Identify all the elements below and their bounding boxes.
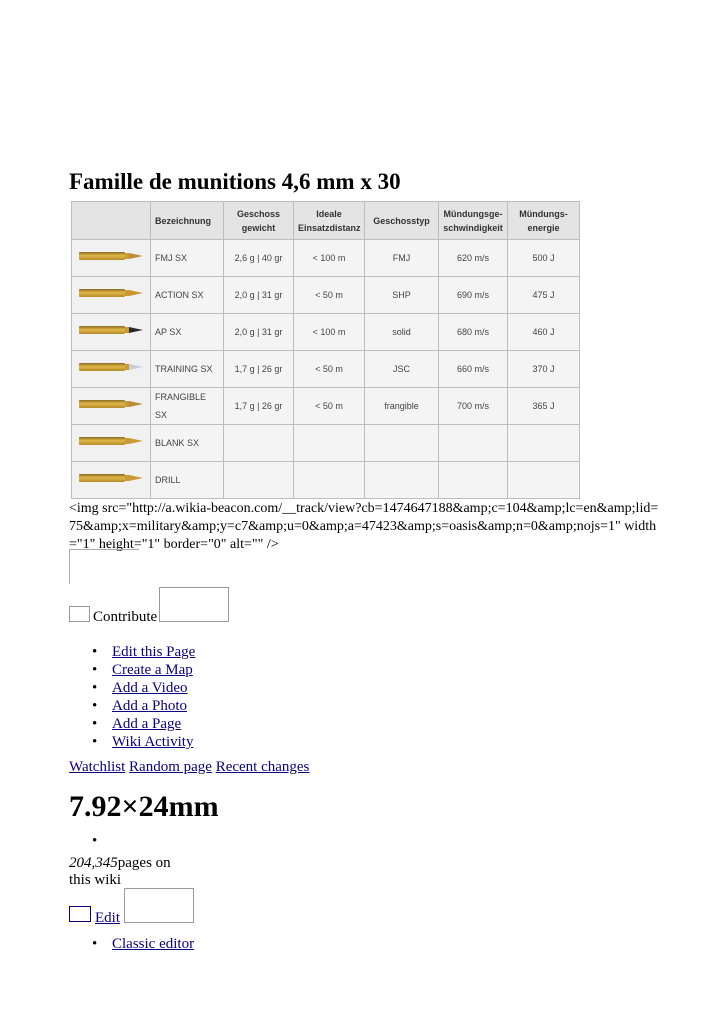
tracking-pixel-text: <img src="http://a.wikia-beacon.com/__track/view?cb=1474647188&amp;c=104&amp;lc=en&amp;lid=75&amp;x=military&amp;y=c7&amp;u=0&amp;a=47423&amp;s=oasis&amp;n=0&amp;nojs=1" width="1" height="1" border="0" alt="" />: [69, 501, 659, 552]
cell-energy: 475 J: [508, 277, 580, 314]
cell-type: JSC: [365, 351, 439, 388]
cartridge-icon: [79, 288, 143, 298]
header-distance: Ideale Einsatzdistanz: [294, 202, 365, 240]
cartridge-icon: [79, 362, 143, 372]
header-weight: Geschoss gewicht: [224, 202, 294, 240]
menu-item-edit-page: [69, 643, 195, 661]
recent-changes-link[interactable]: Recent changes: [215, 759, 310, 775]
tracking-pixel-placeholder: [69, 549, 139, 584]
header-type: Geschosstyp: [365, 202, 439, 240]
contribute-icon: [69, 606, 90, 622]
cell-energy: 500 J: [508, 240, 580, 277]
cell-velocity: 620 m/s: [439, 240, 508, 277]
add-page-link[interactable]: Add a Page: [112, 716, 182, 732]
cartridge-image-cell: [72, 351, 151, 388]
wiki-activity-link[interactable]: Wiki Activity: [112, 734, 194, 750]
header-image: [72, 202, 151, 240]
cell-velocity: 660 m/s: [439, 351, 508, 388]
cell-energy: 370 J: [508, 351, 580, 388]
menu-item-classic-editor: [69, 935, 194, 953]
cell-designation: BLANK SX: [151, 425, 224, 462]
cell-weight: 1,7 g | 26 gr: [224, 388, 294, 425]
edit-icon[interactable]: [69, 906, 91, 922]
edit-menu: [69, 935, 194, 953]
empty-bullet-list: [69, 832, 112, 850]
cell-energy: [508, 425, 580, 462]
table-row: [72, 425, 580, 462]
cell-distance: < 50 m: [294, 351, 365, 388]
page-title: 7.92×24mm: [69, 790, 219, 823]
cell-type: frangible: [365, 388, 439, 425]
cell-type: solid: [365, 314, 439, 351]
cell-velocity: 680 m/s: [439, 314, 508, 351]
cell-weight: 2,6 g | 40 gr: [224, 240, 294, 277]
cell-weight: 1,7 g | 26 gr: [224, 351, 294, 388]
cartridge-icon: [79, 399, 143, 409]
create-map-link[interactable]: Create a Map: [112, 662, 193, 678]
cell-designation: DRILL: [151, 462, 224, 499]
cell-type: [365, 462, 439, 499]
contribute-button[interactable]: Contribute: [93, 609, 158, 625]
table-row: [72, 277, 580, 314]
cell-designation: TRAINING SX: [151, 351, 224, 388]
ammo-table: [71, 201, 579, 495]
cell-energy: 365 J: [508, 388, 580, 425]
empty-bullet-item: [69, 832, 112, 850]
cell-type: FMJ: [365, 240, 439, 277]
edit-image-placeholder: [124, 888, 194, 923]
cell-weight: 2,0 g | 31 gr: [224, 314, 294, 351]
cell-weight: [224, 425, 294, 462]
header-velocity: Mündungsge- schwindigkeit: [439, 202, 508, 240]
cell-designation: FRANGIBLE SX: [151, 388, 224, 425]
cell-distance: [294, 462, 365, 499]
cartridge-image-cell: [72, 425, 151, 462]
menu-item-add-photo: [69, 697, 195, 715]
contribute-image-placeholder: [159, 587, 229, 622]
cartridge-image-cell: [72, 314, 151, 351]
cell-velocity: [439, 425, 508, 462]
menu-item-create-map: [69, 661, 195, 679]
cell-distance: < 100 m: [294, 314, 365, 351]
menu-item-add-video: [69, 679, 195, 697]
cell-distance: [294, 425, 365, 462]
cartridge-image-cell: [72, 388, 151, 425]
table-row: [72, 462, 580, 499]
section-title: Famille de munitions 4,6 mm x 30: [69, 169, 401, 194]
add-video-link[interactable]: Add a Video: [112, 680, 188, 696]
contribute-menu: [69, 643, 195, 751]
cell-designation: ACTION SX: [151, 277, 224, 314]
table-row: [72, 240, 580, 277]
menu-item-add-page: [69, 715, 195, 733]
pages-count-number: 204,345: [69, 855, 118, 871]
ammo-header-row: [72, 202, 580, 240]
cell-type: SHP: [365, 277, 439, 314]
add-photo-link[interactable]: Add a Photo: [112, 698, 187, 714]
cell-weight: 2,0 g | 31 gr: [224, 277, 294, 314]
cell-velocity: 690 m/s: [439, 277, 508, 314]
cell-velocity: 700 m/s: [439, 388, 508, 425]
cartridge-image-cell: [72, 240, 151, 277]
cell-energy: 460 J: [508, 314, 580, 351]
edit-button[interactable]: Edit: [95, 910, 120, 926]
cell-distance: < 50 m: [294, 277, 365, 314]
table-row: [72, 351, 580, 388]
cell-type: [365, 425, 439, 462]
edit-this-page-link[interactable]: Edit this Page: [112, 644, 196, 660]
header-designation: Bezeichnung: [151, 202, 224, 240]
cartridge-icon: [79, 325, 143, 335]
bottom-links: [69, 758, 309, 776]
table-row: [72, 314, 580, 351]
ammo-table-body: [72, 240, 580, 499]
cell-weight: [224, 462, 294, 499]
cell-designation: FMJ SX: [151, 240, 224, 277]
cartridge-image-cell: [72, 277, 151, 314]
classic-editor-link[interactable]: Classic editor: [112, 936, 195, 952]
cartridge-icon: [79, 436, 143, 446]
random-page-link[interactable]: Random page: [129, 759, 212, 775]
menu-item-wiki-activity: [69, 733, 195, 751]
pages-count-label: pages on this wiki: [69, 855, 171, 888]
wiki-page-count: [69, 855, 179, 889]
ammo-data-table: [71, 201, 580, 499]
watchlist-link[interactable]: Watchlist: [69, 759, 126, 775]
cell-designation: AP SX: [151, 314, 224, 351]
cartridge-icon: [79, 251, 143, 261]
cell-velocity: [439, 462, 508, 499]
cartridge-icon: [79, 473, 143, 483]
table-row: [72, 388, 580, 425]
cell-distance: < 50 m: [294, 388, 365, 425]
cell-distance: < 100 m: [294, 240, 365, 277]
header-energy: Mündungs- energie: [508, 202, 580, 240]
cartridge-image-cell: [72, 462, 151, 499]
cell-energy: [508, 462, 580, 499]
